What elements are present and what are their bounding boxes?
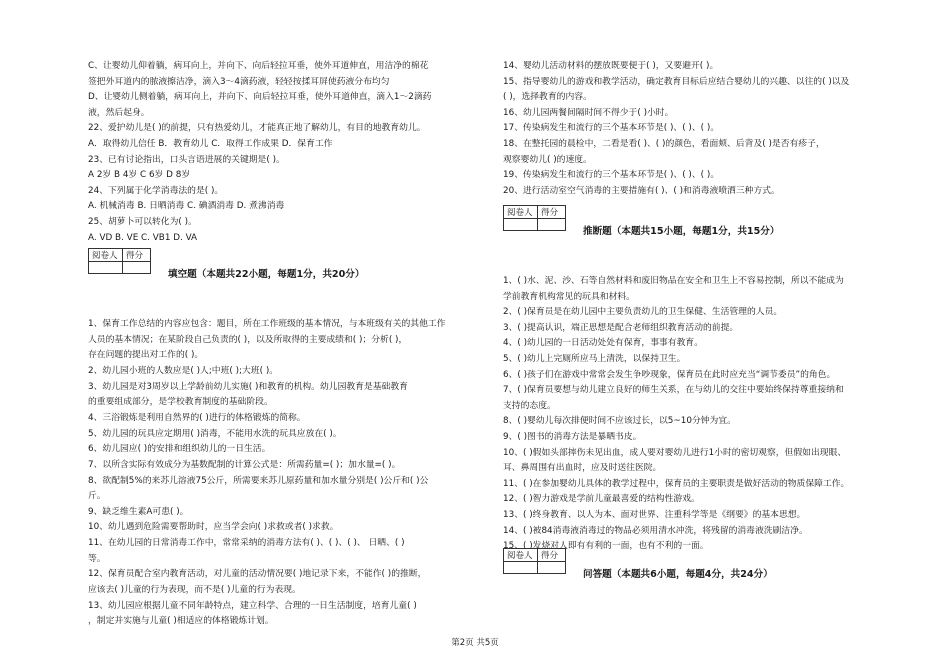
question-line: 14、( )被84消毒液消毒过的物品必须用清水冲洗，将残留的消毒液洗刷洁净。 <box>503 525 808 536</box>
question-line: 18、在整托园的晨检中，二看是看( )、( )的颜色，看面颊、后背及( )是否有疹子， <box>503 139 825 149</box>
question-line: 10、( )假如头部摔伤未见出血，成人要对婴幼儿进行1小时的密切观察，但假如出现眼、 <box>503 447 847 458</box>
question-line: 人员的基本情况；在某阶段自己负责的( )，以及所取得的主要成绩和( )；分析( )， <box>88 334 408 345</box>
score-box-qa <box>503 548 566 574</box>
question-line: 11、在幼儿园的日常消毒工作中，常常采纳的消毒方法有( )、( )、( )、 日晒、( ) <box>88 538 405 549</box>
question-line: 支持的态度。 <box>503 400 556 411</box>
question-line: 11、( )在参加婴幼儿具体的教学过程中，保育员的主要职责是做好活动的物质保障工作。 <box>503 478 850 489</box>
question-line: 签把外耳道内的脓液擦洁净，滴入3～4滴药液，轻轻按揉耳屏使药液分布均匀 <box>88 76 390 87</box>
score-label: 得分 <box>538 549 566 562</box>
question-line: 10、幼儿遇到危险需要帮助时，应当学会向( )求救或者( )求救。 <box>88 522 339 533</box>
question-line: 24、下列属于化学消毒法的是( )。 <box>88 185 224 196</box>
score-box-judge <box>503 205 566 231</box>
question-line: 13、( )终身教育、以人为本、面对世界、注重科学等是《纲要》的基本思想。 <box>503 510 806 520</box>
question-line: A. 机械消毒 B. 日晒消毒 C. 碘酒消毒 D. 煮沸消毒 <box>88 201 285 212</box>
question-line: 12、保育员配合室内教育活动，对儿童的活动情况要( )地记录下来，不能作( )的推断， <box>88 569 427 580</box>
question-line: 6、幼儿园应( )的安排和组织幼儿的一日生活。 <box>88 444 271 455</box>
question-line: 2、幼儿园小班的人数应是( )人;中班( );大班( )。 <box>88 365 279 376</box>
question-line: 1、( )水、泥、沙、石等自然材料和废旧物品在安全和卫生上不容易控制，所以不能成为 <box>503 276 844 286</box>
reviewer-cell <box>89 262 123 274</box>
page-footer: 第2页 共5页 <box>451 638 499 648</box>
score-cell <box>538 562 566 574</box>
question-line: 22、爱护幼儿是( )的前提，只有热爱幼儿，才能真正地了解幼儿，有目的地教育幼儿。 <box>88 123 426 134</box>
question-line: 9、( )图书的消毒方法是暴晒书皮。 <box>503 432 642 442</box>
question-line: 8、欲配制5%的来苏儿溶液75公斤，所需要来苏儿原药量和加水量分别是( )公斤和( )公 <box>88 475 429 486</box>
question-line: ，制定并实施与儿童( )相适应的体格锻炼计划。 <box>88 616 274 627</box>
score-cell <box>538 219 566 231</box>
reviewer-cell <box>504 219 538 231</box>
question-line: A. VD B. VE C. VB1 D. VA <box>88 232 198 243</box>
section-title-judge: 推断题（本题共15小题，每题1分，共15分） <box>583 226 780 237</box>
question-line: 等。 <box>88 553 106 564</box>
score-cell <box>123 262 151 274</box>
question-line: C、让婴幼儿仰着躺，病耳向上，并向下、向后轻拉耳垂，使外耳道伸直，用洁净的棉花 <box>88 61 429 71</box>
question-line: 12、( )智力游戏是学前儿童最喜爱的结构性游戏。 <box>503 494 700 505</box>
question-line: 耳、鼻周围有出血时，应及时送往医院。 <box>503 463 662 474</box>
question-line: A 2岁 B 4岁 C 6岁 D 8岁 <box>88 170 191 181</box>
question-line: D、让婴幼儿侧着躺，病耳向上，并向下、向后轻拉耳垂，使外耳道伸直，滴入1～2滴药 <box>88 92 432 103</box>
question-line: 8、( )婴幼儿每次排便时间不应该过长，以5~10分钟为宜。 <box>503 416 736 427</box>
question-line: ( )，选择教育的内容。 <box>503 92 592 103</box>
question-line: 25、胡萝卜可以转化为( )。 <box>88 217 197 227</box>
question-line: 14、婴幼儿活动材料的摆放既要便于( )，又要避开( )。 <box>503 61 719 71</box>
section-title-fill: 填空题（本题共22小题，每题1分，共20分） <box>168 269 365 280</box>
question-line: 23、已有讨论指出，口头言语进展的关键期是( )。 <box>88 154 285 165</box>
question-line: 6、( )孩子们在游戏中常常会发生争吵现象，保育员在此时应充当“调节委员”的角色。 <box>503 369 836 380</box>
question-line: 19、传染病发生和流行的三个基本环节是( )、( )、( )。 <box>503 170 720 181</box>
question-line: 3、( )提高认识，端正思想是配合老师组织教育活动的前提。 <box>503 322 739 333</box>
score-box-fill <box>88 248 151 274</box>
question-line: 13、幼儿园应根据儿童不同年龄特点，建立科学、合理的一日生活制度，培育儿童( ) <box>88 600 417 611</box>
question-line: 7、以所含实际有效成分为基数配制的计算公式是：所需药量=( )；加水量=( )。 <box>88 459 401 470</box>
question-line: 16、幼儿园两餐间隔时间不得少于( )小时。 <box>503 107 674 118</box>
question-line: A．取得幼儿信任 B．教育幼儿 C．取得工作成果 D．保育工作 <box>88 139 333 149</box>
question-line: 观察婴幼儿( )的速度。 <box>503 154 592 165</box>
question-line: 学前教育机构常见的玩具和材料。 <box>503 291 635 302</box>
reviewer-label: 阅卷人 <box>504 549 538 562</box>
reviewer-label: 阅卷人 <box>89 249 123 262</box>
question-line: 2、( )保育员是在幼儿园中主要负责幼儿的卫生保健、生活管理的人员。 <box>503 307 783 318</box>
reviewer-cell <box>504 562 538 574</box>
question-line: 17、传染病发生和流行的三个基本环节是( )、( )、( )。 <box>503 123 720 134</box>
question-line: 应该去( )儿童的行为表现，而不是( )儿童的行为表现。 <box>88 585 301 596</box>
question-line: 20、进行活动室空气消毒的主要措施有( )、( )和消毒液喷洒三种方式。 <box>503 185 780 196</box>
question-line: 5、( )幼儿上完厕所应马上清洗，以保持卫生。 <box>503 354 686 364</box>
question-line: 液，然后起身。 <box>88 107 150 118</box>
question-line: 存在问题的提出对工作的( )。 <box>88 350 204 361</box>
score-label: 得分 <box>538 206 566 219</box>
question-line: 15、( )发烧对人即有有利的一面，也有不利的一面。 <box>503 541 709 552</box>
question-line: 4、三浴锻炼是利用自然界的( )进行的体格锻炼的简称。 <box>88 412 306 423</box>
question-line: 3、幼儿园是对3周岁以上学龄前幼儿实施( )和教育的机构。幼儿园教育是基础教育 <box>88 381 408 392</box>
question-line: 7、( )保育员要想与幼儿建立良好的师生关系，在与幼儿的交往中要始终保持尊重接纳和 <box>503 385 844 396</box>
question-line: 9、缺乏维生素A可患( )。 <box>88 506 189 517</box>
question-line: 15、指导婴幼儿的游戏和教学活动，确定教育目标后应结合婴幼儿的兴趣、以往的( )以及 <box>503 76 850 87</box>
question-line: 1、保育工作总结的内容应包含：题目，所在工作班级的基本情况，与本班级有关的其他工作 <box>88 319 446 329</box>
question-line: 斤。 <box>88 491 106 502</box>
section-title-qa: 问答题（本题共6小题，每题4分，共24分） <box>583 569 773 580</box>
question-line: 的重要组成部分，是学校教育制度的基础阶段。 <box>88 397 273 408</box>
score-label: 得分 <box>123 249 151 262</box>
question-line: 4、( )幼儿园的一日活动处处有保育，事事有教育。 <box>503 338 703 349</box>
reviewer-label: 阅卷人 <box>504 206 538 219</box>
question-line: 5、幼儿园的玩具应定期用( )消毒，不能用水洗的玩具应放在( )。 <box>88 428 342 439</box>
